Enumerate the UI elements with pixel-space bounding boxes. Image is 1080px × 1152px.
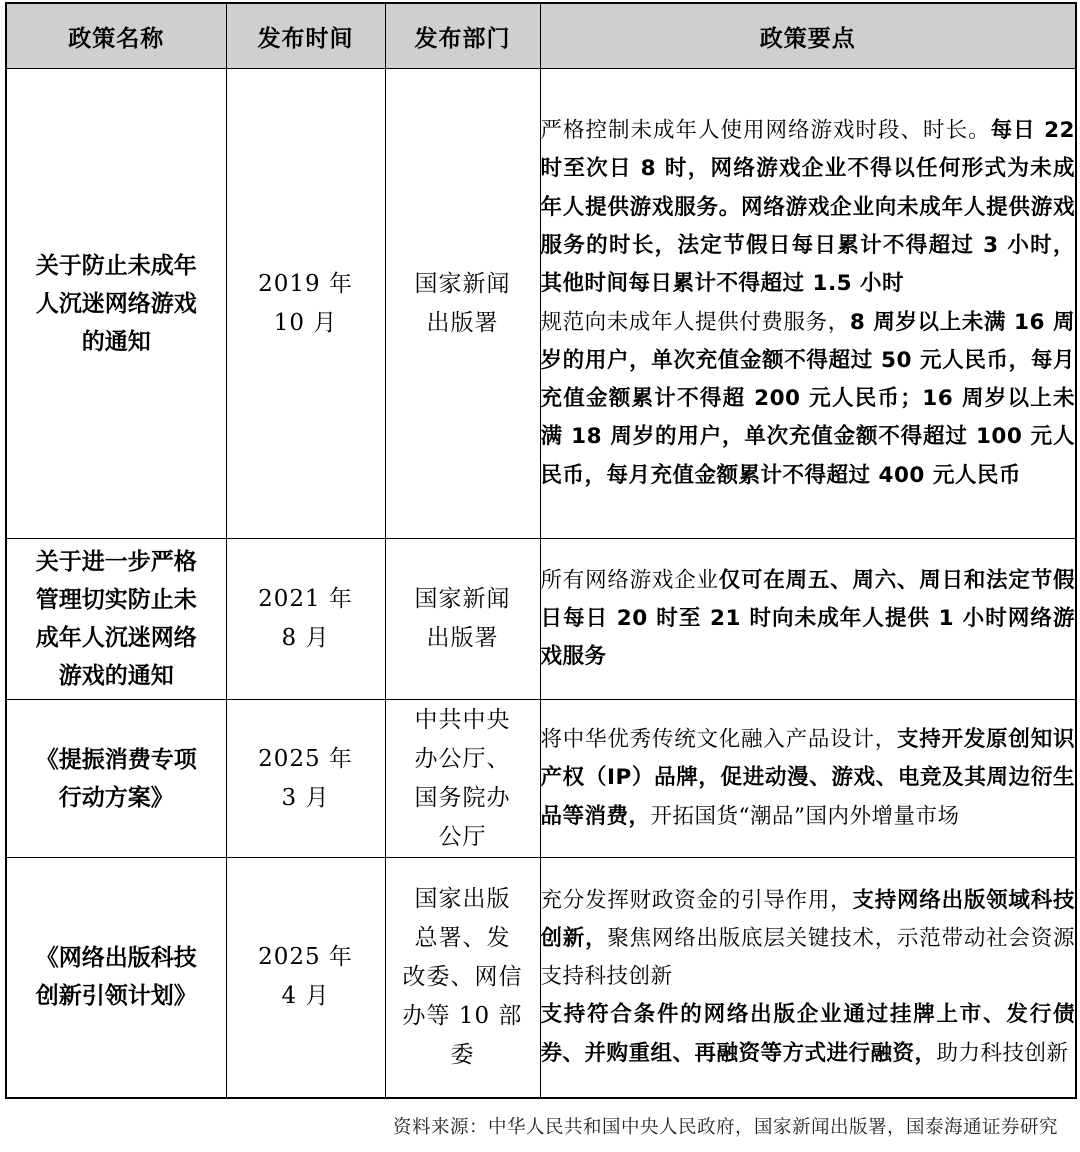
policy-name: 关于防止未成年 人沉迷网络游戏 的通知	[6, 69, 226, 539]
policy-name: 关于进一步严格 管理切实防止未 成年人沉迷网络 游戏的通知	[6, 539, 226, 700]
key-point-paragraph: 将中华优秀传统文化融入产品设计，支持开发原创知识产权（IP）品牌，促进动漫、游戏、电竞及其周边衍生品等消费，开拓国货“潮品”国内外增量市场	[540, 727, 1075, 829]
key-point-paragraph: 所有网络游戏企业仅可在周五、周六、周日和法定节假日每日 20 时至 21 时向未成年人提供 1 小时网络游戏服务	[540, 567, 1075, 670]
header-release-date: 发布时间	[226, 3, 385, 69]
department: 国家新闻 出版署	[385, 539, 540, 700]
key-point-paragraph: 严格控制未成年人使用网络游戏时段、时长。每日 22 时至次日 8 时，网络游戏企业不得以任何形式为未成年人提供游戏服务。网络游戏企业向未成年人提供游戏服务的时长，法定节假日每日累计不得超过 3 小时，其他时间每日累计不得超过 1.5 小时	[540, 118, 1075, 297]
header-key-points: 政策要点	[540, 3, 1076, 69]
key-point-paragraph: 充分发挥财政资金的引导作用，支持网络出版领域科技创新，聚焦网络出版底层关键技术，示范带动社会资源支持科技创新	[540, 887, 1075, 990]
key-points	[540, 700, 1076, 858]
key-points	[540, 858, 1076, 1098]
key-point-paragraph: 支持符合条件的网络出版企业通过挂牌上市、发行债券、并购重组、再融资等方式进行融资，助力科技创新	[540, 1002, 1075, 1066]
policy-name: 《网络出版科技 创新引领计划》	[6, 858, 226, 1098]
key-point-paragraph: 规范向未成年人提供付费服务，8 周岁以上未满 16 周岁的用户，单次充值金额不得超过 50 元人民币，每月充值金额累计不得超 200 元人民币；16 周岁以上未满 18 周岁的用户，单次充值金额不得超过 100 元人民币，每月充值金额累计不得超过 400 元人民币	[540, 309, 1075, 488]
table-row	[6, 858, 1076, 1098]
release-date: 2021 年 8 月	[226, 539, 385, 700]
policy-table	[5, 2, 1077, 1099]
table-row	[6, 539, 1076, 700]
department: 国家新闻 出版署	[385, 69, 540, 539]
department: 中共中央 办公厅、 国务院办 公厅	[385, 700, 540, 858]
header-policy-name: 政策名称	[6, 3, 226, 69]
source-note: 资料来源：中华人民共和国中央人民政府，国家新闻出版署，国泰海通证券研究	[392, 1117, 1058, 1138]
release-date: 2025 年 3 月	[226, 700, 385, 858]
header-department: 发布部门	[385, 3, 540, 69]
header-row	[6, 3, 1076, 69]
release-date: 2019 年 10 月	[226, 69, 385, 539]
release-date: 2025 年 4 月	[226, 858, 385, 1098]
table-row	[6, 69, 1076, 539]
department: 国家出版 总署、发 改委、网信 办等 10 部 委	[385, 858, 540, 1098]
key-points	[540, 539, 1076, 700]
table-row	[6, 700, 1076, 858]
key-points	[540, 69, 1076, 539]
policy-name: 《提振消费专项 行动方案》	[6, 700, 226, 858]
